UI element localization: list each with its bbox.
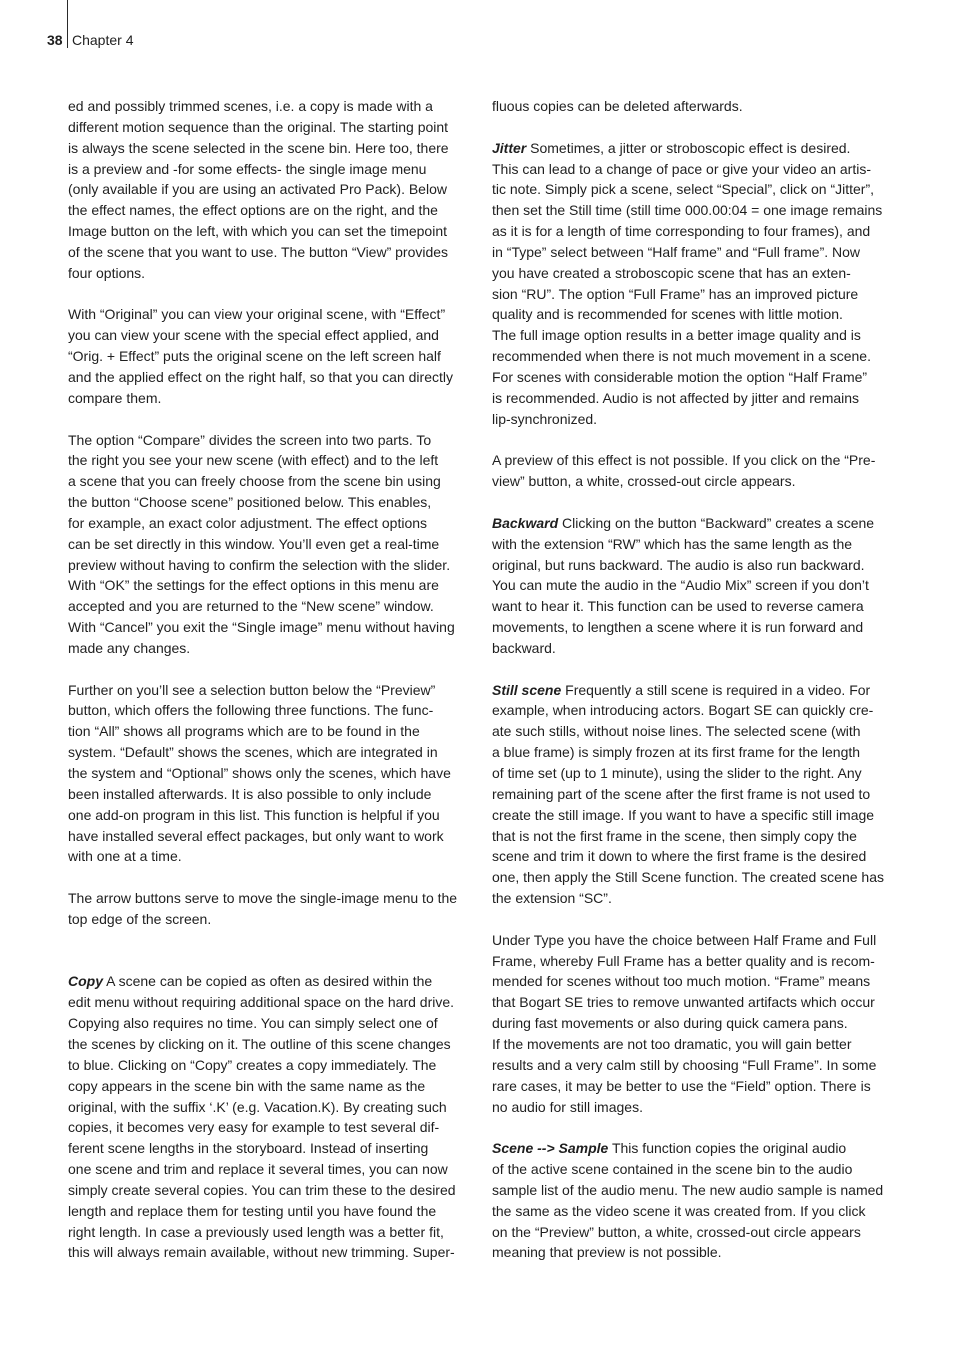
text-line: lip-synchronized. (492, 410, 598, 427)
line-text: Clicking on the button “Backward” creates a scene (558, 514, 875, 531)
text-line: With “Original” you can view your original scene, with “Effect” (68, 306, 446, 323)
text-line: The option “Compare” divides the screen into two parts. To (68, 431, 432, 448)
text-line: made any changes. (68, 639, 191, 656)
text-line: With “Cancel” you exit the “Single image” menu without having (68, 619, 455, 636)
text-line: accepted and you are returned to the “New scene” window. (68, 598, 434, 615)
text-line: sample list of the audio menu. The new audio sample is named (492, 1181, 884, 1198)
text-line: the scenes by clicking on it. The outline of this scene changes (68, 1035, 451, 1052)
text-line: in “Type” select between “Half frame” and “Full frame”. Now (492, 243, 861, 260)
text-line: example, when introducing actors. Bogart SE can quickly cre- (492, 702, 874, 719)
text-line: scene and trim it down to where the first frame is the desired (492, 848, 867, 865)
text-line: the button “Choose scene” positioned below. This enables, (68, 494, 432, 511)
text-line: during fast movements or also during quick camera pans. (492, 1015, 848, 1032)
text-line: The arrow buttons serve to move the single-image menu to the (68, 890, 458, 907)
text-line: the same as the video scene it was created from. If you click (492, 1202, 866, 1219)
text-line: ate such stills, without noise lines. The selected scene (with (492, 723, 861, 740)
text-line: recommended when there is not much movement in a scene. (492, 348, 871, 365)
text-line: view” button, a white, crossed-out circle appears. (492, 473, 796, 490)
text-line: and the applied effect on the right half, so that you can directly (68, 368, 453, 385)
text-line: with the extension “RW” which has the same length as the (492, 535, 853, 552)
text-line: the system and “Optional” shows only the scenes, which have (68, 765, 451, 781)
text-line: Further on you’ll see a selection button below the “Preview” (68, 681, 436, 698)
line-text: A scene can be copied as often as desired within the (103, 973, 433, 990)
text-line (68, 867, 478, 888)
text-line (492, 492, 906, 513)
text-line (492, 117, 906, 138)
text-line: can be set directly in this window. You’ll even get a real-time (68, 535, 440, 552)
text-line: tic note. Simply pick a scene, select “Special”, click on “Jitter”, (492, 181, 875, 198)
text-line: ferent scene lengths in the storyboard. Instead of inserting (68, 1140, 429, 1157)
text-line (492, 909, 906, 930)
text-line (492, 138, 906, 159)
text-line: meaning that preview is not possible. (492, 1244, 722, 1261)
text-line: original, with the suffix ‘.K’ (e.g. Vacation.K). By creating such (68, 1098, 447, 1115)
text-line: With “OK” the settings for the effect options in this menu are (68, 577, 439, 594)
text-line (68, 930, 478, 951)
text-line: You can mute the audio in the “Audio Mix” screen if you don’t (492, 577, 869, 594)
text-line (492, 513, 906, 534)
text-line: copies, it becomes very easy for example to test several dif- (68, 1119, 440, 1136)
text-line (68, 951, 478, 972)
text-line: no audio for still images. (492, 1098, 643, 1115)
text-line: Frame, whereby Full Frame has a better quality and is recom- (492, 952, 875, 969)
text-line (68, 971, 478, 992)
text-line: a scene that you can freely choose from the scene bin using (68, 473, 441, 490)
text-line: (only available if you are using an activated Pro Pack). Below (68, 181, 447, 198)
text-line: right length. In case a previously used length was a better fit, (68, 1223, 444, 1240)
text-line: system. “Default” shows the scenes, which are integrated in (68, 744, 438, 761)
text-line: compare them. (68, 389, 162, 406)
text-line: fluous copies can be deleted afterwards. (492, 98, 743, 114)
text-line: backward. (492, 639, 556, 656)
text-line: you can view your scene with the special effect applied, and (68, 327, 439, 344)
text-line: If the movements are not too dramatic, you will gain better (492, 1035, 852, 1052)
text-line: ed and possibly trimmed scenes, i.e. a copy is made with a (68, 98, 433, 114)
text-line: preview without having to confirm the selection with the slider. (68, 556, 451, 573)
text-line (68, 409, 478, 430)
text-line: Copying also requires no time. You can simply select one of (68, 1015, 438, 1032)
text-line: edit menu without requiring additional space on the hard drive. (68, 994, 455, 1011)
text-line: want to hear it. This function can be used to reverse camera (492, 598, 864, 615)
text-line: “Orig. + Effect” puts the original scene on the left screen half (68, 348, 441, 365)
text-line: Under Type you have the choice between Half Frame and Full (492, 931, 877, 948)
text-line: sion “RU”. The option “Full Frame” has an improved picture (492, 285, 859, 302)
text-line (492, 430, 906, 451)
text-line: copy appears in the scene bin with the same name as the (68, 1077, 426, 1094)
text-line: This can lead to a change of pace or give your video an artis- (492, 160, 871, 177)
chapter-label: Chapter 4 (72, 32, 134, 48)
text-line (492, 680, 906, 701)
text-line: For scenes with considerable motion the option “Half Frame” (492, 368, 868, 385)
text-line: that Bogart SE tries to remove unwanted artifacts which occur (492, 994, 875, 1011)
text-line: of the scene that you want to use. The button “View” provides (68, 243, 449, 260)
text-line: to blue. Clicking on “Copy” creates a copy immediately. The (68, 1056, 437, 1073)
text-line: is always the scene selected in the scene bin. Here too, there (68, 139, 449, 156)
line-text: Frequently a still scene is required in a video. For (561, 681, 871, 698)
header-divider (67, 0, 68, 48)
text-line: rare cases, it may be better to use the “Field” option. There is (492, 1077, 871, 1094)
text-line: with one at a time. (68, 848, 182, 865)
text-line: you have created a stroboscopic scene that has an exten- (492, 264, 851, 281)
text-line: that is not the first frame in the scene, then simply copy the (492, 827, 857, 844)
text-line: then set the Still time (still time 000.00:04 = one image remains (492, 202, 883, 219)
text-line: mended for scenes without too much motion. “Frame” means (492, 973, 871, 990)
text-line: one scene and trim and replace it several times, you can now (68, 1161, 448, 1178)
text-line: create the still image. If you want to have a specific still image (492, 806, 875, 823)
text-line: one add-on program in this list. This function is helpful if you (68, 806, 440, 823)
line-text: Sometimes, a jitter or stroboscopic effect is desired. (526, 139, 851, 156)
left-text-column (68, 96, 478, 1263)
text-line (492, 659, 906, 680)
text-line: of the active scene contained in the scene bin to the audio (492, 1161, 853, 1178)
text-line: of time set (up to 1 minute), using the slider to the right. Any (492, 765, 862, 781)
section-term: Scene --> Sample (492, 1140, 609, 1157)
section-term: Backward (492, 514, 559, 531)
page-number: 38 (47, 32, 63, 48)
text-line (492, 1117, 906, 1138)
text-line: original, but runs backward. The audio is also run backward. (492, 556, 865, 573)
text-line: different motion sequence than the original. The starting point (68, 118, 449, 135)
text-line: simply create several copies. You can trim these to the desired (68, 1181, 456, 1198)
text-line: four options. (68, 264, 146, 281)
text-line: the extension “SC”. (492, 890, 612, 907)
text-line: results and a very calm still by choosing “Full Frame”. In some (492, 1056, 877, 1073)
text-line: The full image option results in a better image quality and is (492, 327, 861, 344)
text-line: top edge of the screen. (68, 910, 212, 927)
line-text: This function copies the original audio (608, 1140, 847, 1157)
text-line: have installed several effect packages, but only want to work (68, 827, 444, 844)
text-line: length and replace them for testing until you have found the (68, 1202, 437, 1219)
text-line: one, then apply the Still Scene function. The created scene has (492, 869, 884, 886)
text-line (68, 284, 478, 305)
text-line: Image button on the left, with which you can set the timepoint (68, 223, 447, 240)
text-line: as it is for a length of time corresponding to four frames), and (492, 223, 871, 240)
text-line: this will always remain available, without new trimming. Super- (68, 1244, 455, 1261)
text-line: A preview of this effect is not possible. If you click on the “Pre- (492, 452, 876, 469)
text-line: is a preview and -for some effects- the single image menu (68, 160, 427, 177)
text-line (68, 659, 478, 680)
text-line: quality and is recommended for scenes with little motion. (492, 306, 843, 323)
section-term: Copy (68, 973, 103, 990)
text-line: been installed afterwards. It is also possible to only include (68, 785, 432, 802)
text-line: remaining part of the scene after the first frame is not used to (492, 785, 871, 802)
text-line: is recommended. Audio is not affected by jitter and remains (492, 389, 860, 406)
text-line: button, which offers the following three functions. The func- (68, 702, 434, 719)
right-text-column (492, 96, 906, 1263)
text-line: a blue frame) is simply frozen at its first frame for the length (492, 744, 861, 761)
text-line: tion “All” shows all programs which are to be found in the (68, 723, 420, 740)
section-term: Jitter (492, 139, 527, 156)
text-line: for example, an exact color adjustment. The effect options (68, 514, 428, 531)
text-line: on the “Preview” button, a white, crossed-out circle appears (492, 1223, 861, 1240)
text-line: the right you see your new scene (with effect) and to the left (68, 452, 439, 469)
section-term: Still scene (492, 681, 562, 698)
text-line: the effect names, the effect options are on the right, and the (68, 202, 438, 219)
text-line: movements, to lengthen a scene where it is run forward and (492, 619, 864, 636)
text-line (492, 1138, 906, 1159)
